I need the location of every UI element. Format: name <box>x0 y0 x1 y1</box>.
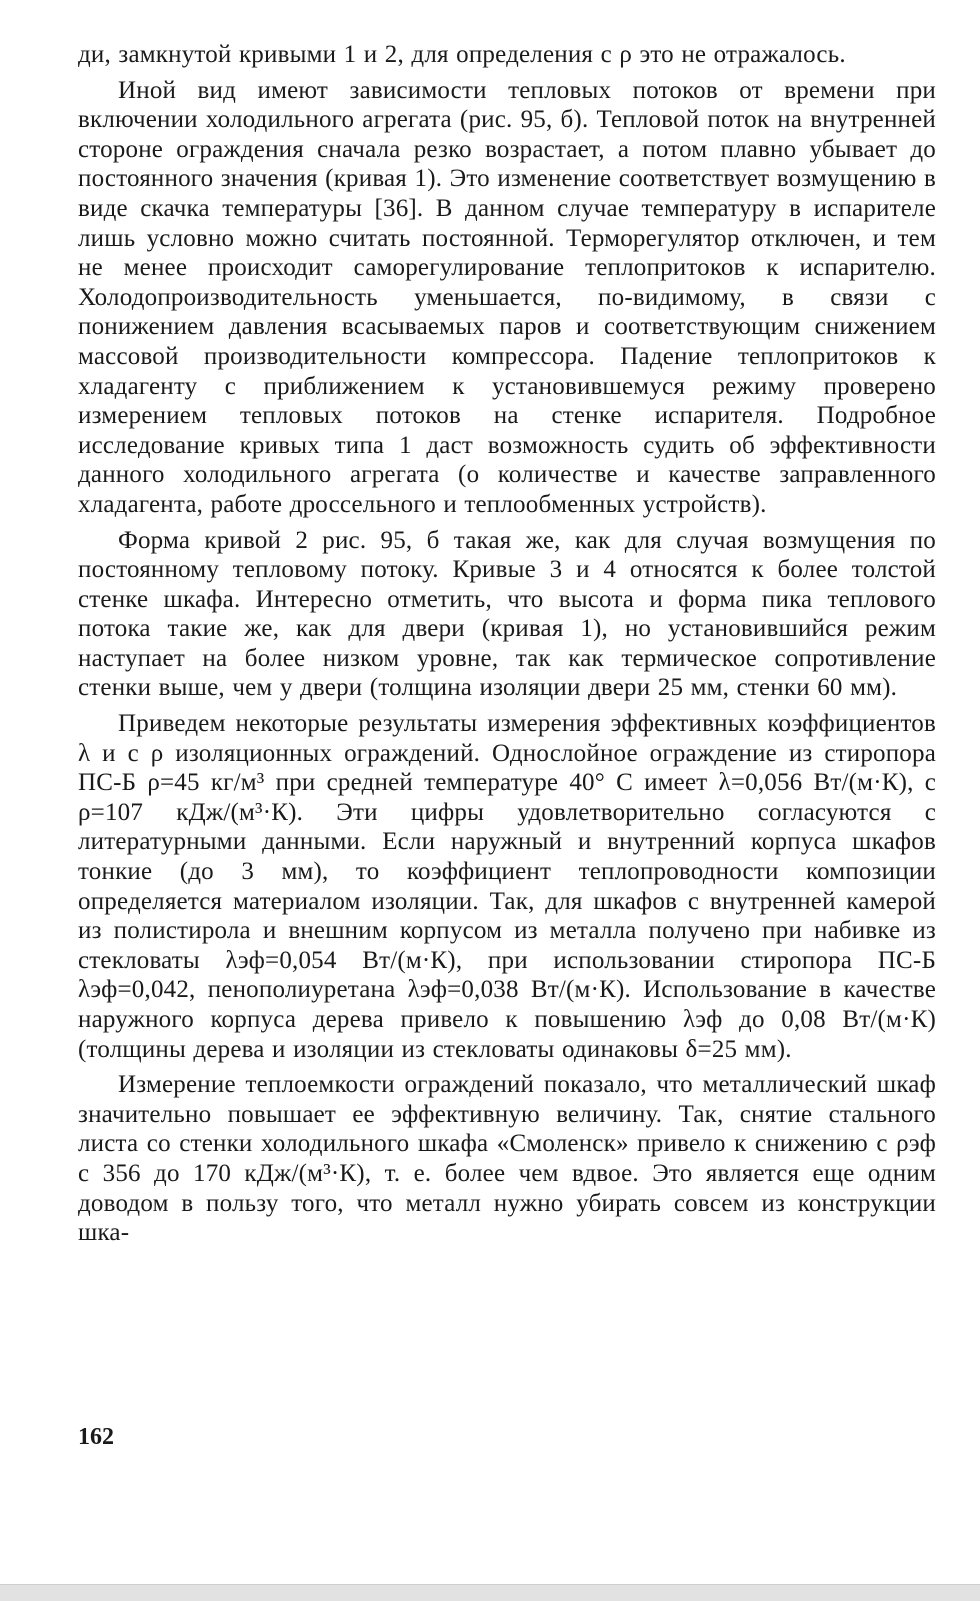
paragraph-heat-flow-curves: Иной вид имеют зависимости тепловых потоков от времени при включении холодильного агрегата (рис. 95, б). Тепловой поток на внутренней стороне ограждения сначала резко возрастает, а потом плавно убывает до постоянного значения (кривая 1). Это изменение соответствует возмущению в виде скачка температуры [36]. В данном случае температуру в испарителе лишь условно можно считать постоянной. Терморегулятор отключен, и тем не менее происходит саморегулирование теплопритоков к испарителю. Холодопроизводительность уменьшается, по-видимому, в связи с понижением давления всасываемых паров и соответствующим снижением массовой производительности компрессора. Падение теплопритоков к хладагенту с приближением к установившемуся режиму проверено измерением тепловых потоков на стенке испарителя. Подробное исследование кривых типа 1 даст возможность судить об эффективности данного холодильного агрегата (о количестве и качестве заправленного хладагента, работе дроссельного и теплообменных устройств). <box>78 76 936 518</box>
page-number: 162 <box>78 1424 114 1450</box>
page-text-block <box>78 40 936 1248</box>
paragraph-continuation: ди, замкнутой кривыми 1 и 2, для определения c ρ это не отражалось. <box>78 41 846 68</box>
scan-bottom-edge <box>0 1584 980 1601</box>
paragraph-measurement-results: Приведем некоторые результаты измерения эффективных коэффициентов λ и c ρ изоляционных ограждений. Однослойное ограждение из стиропора ПС-Б ρ=45 кг/м³ при средней температуре 40° С имеет λ=0,056 Вт/(м·К), c ρ=107 кДж/(м³·К). Эти цифры удовлетворительно согласуются с литературными данными. Если наружный и внутренний корпуса шкафов тонкие (до 3 мм), то коэффициент теплопроводности композиции определяется материалом изоляции. Так, для шкафов с внутренней камерой из полистирола и внешним корпусом из металла получено при набивке из стекловаты λэф=0,054 Вт/(м·К), при использовании стиропора ПС-Б λэф=0,042, пенополиуретана λэф=0,038 Вт/(м·К). Использование в качестве наружного корпуса дерева привело к повышению λэф до 0,08 Вт/(м·К) (толщины дерева и изоляции из стекловаты одинаковы δ=25 мм). <box>78 710 936 1063</box>
paragraph-curve-shape: Форма кривой 2 рис. 95, б такая же, как для случая возмущения по постоянному тепловому потоку. Кривые 3 и 4 относятся к более толстой стенке шкафа. Интересно отметить, что высота и форма пика теплового потока такие же, как для двери (кривая 1), но установившийся режим наступает на более низком уровне, так как термическое сопротивление стенки выше, чем у двери (толщина изоляции двери 25 мм, стенки 60 мм). <box>78 526 936 702</box>
paragraph-heat-capacity: Измерение теплоемкости ограждений показало, что металлический шкаф значительно повышает ее эффективную величину. Так, снятие стального листа со стенки холодильного шкафа «Смоленск» привело к снижению c ρэф с 356 до 170 кДж/(м³·К), т. е. более чем вдвое. Это является еще одним доводом в пользу того, что металл нужно убирать совсем из конструкции шка- <box>78 1071 936 1247</box>
